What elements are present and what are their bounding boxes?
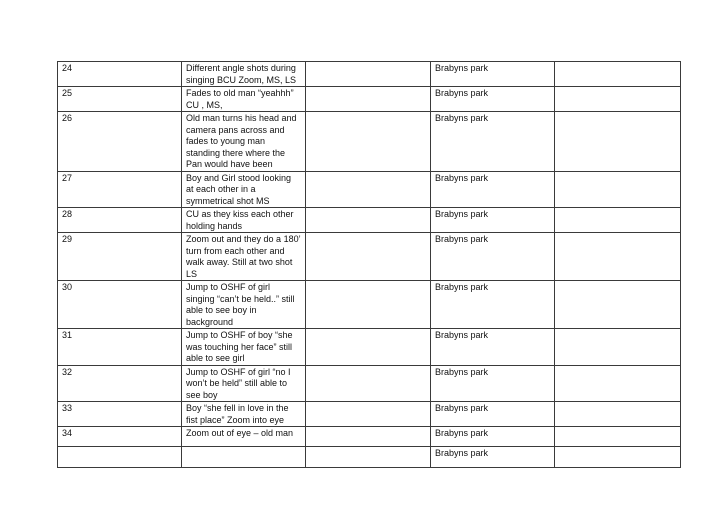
- empty-cell: [555, 87, 681, 112]
- empty-cell: [306, 208, 431, 233]
- table-row: [58, 112, 681, 172]
- empty-cell: [555, 171, 681, 208]
- shot-number-cell: 28: [58, 208, 182, 233]
- table-row: [58, 171, 681, 208]
- shot-description-cell: Different angle shots during singing BCU Zoom, MS, LS: [182, 62, 306, 87]
- empty-cell: [555, 447, 681, 468]
- empty-cell: [306, 281, 431, 329]
- shot-number-cell: 32: [58, 365, 182, 402]
- shot-number-cell: 30: [58, 281, 182, 329]
- shot-description-cell: Jump to OSHF of girl singing “can’t be held..” still able to see boy in background: [182, 281, 306, 329]
- table-row: [58, 233, 681, 281]
- shot-number-cell: 26: [58, 112, 182, 172]
- location-cell: Brabyns park: [431, 171, 555, 208]
- shot-number-cell: 29: [58, 233, 182, 281]
- shot-description-cell: CU as they kiss each other holding hands: [182, 208, 306, 233]
- shot-description-cell: Boy and Girl stood looking at each other in a symmetrical shot MS: [182, 171, 306, 208]
- shot-description-cell: Jump to OSHF of girl “no I won’t be held” still able to see boy: [182, 365, 306, 402]
- location-cell: Brabyns park: [431, 233, 555, 281]
- table-row: [58, 62, 681, 87]
- location-cell: Brabyns park: [431, 112, 555, 172]
- table-row: [58, 208, 681, 233]
- empty-cell: [555, 62, 681, 87]
- shot-number-cell: 24: [58, 62, 182, 87]
- location-cell: Brabyns park: [431, 281, 555, 329]
- shot-number-cell: 31: [58, 329, 182, 366]
- shot-description-cell: Fades to old man “yeahhh” CU , MS,: [182, 87, 306, 112]
- shot-number-cell: [58, 447, 182, 468]
- empty-cell: [306, 62, 431, 87]
- shot-list-table: [57, 61, 681, 468]
- empty-cell: [555, 329, 681, 366]
- table-row: [58, 402, 681, 427]
- shot-number-cell: 25: [58, 87, 182, 112]
- location-cell: Brabyns park: [431, 208, 555, 233]
- location-cell: Brabyns park: [431, 87, 555, 112]
- empty-cell: [306, 233, 431, 281]
- table-row: [58, 87, 681, 112]
- empty-cell: [555, 208, 681, 233]
- table-row: [58, 329, 681, 366]
- location-cell: Brabyns park: [431, 447, 555, 468]
- empty-cell: [555, 233, 681, 281]
- shot-description-cell: Boy “she fell in love in the fist place” Zoom into eye: [182, 402, 306, 427]
- table-row: [58, 281, 681, 329]
- table-row: [58, 427, 681, 447]
- location-cell: Brabyns park: [431, 62, 555, 87]
- empty-cell: [306, 171, 431, 208]
- table-row: [58, 365, 681, 402]
- empty-cell: [555, 402, 681, 427]
- shot-description-cell: [182, 447, 306, 468]
- empty-cell: [306, 365, 431, 402]
- empty-cell: [555, 365, 681, 402]
- empty-cell: [306, 87, 431, 112]
- location-cell: Brabyns park: [431, 365, 555, 402]
- shot-number-cell: 27: [58, 171, 182, 208]
- empty-cell: [306, 329, 431, 366]
- table-row: [58, 447, 681, 468]
- empty-cell: [306, 112, 431, 172]
- empty-cell: [555, 112, 681, 172]
- shot-number-cell: 34: [58, 427, 182, 447]
- location-cell: Brabyns park: [431, 402, 555, 427]
- shot-description-cell: Old man turns his head and camera pans across and fades to young man standing there where the Pan would have been: [182, 112, 306, 172]
- empty-cell: [306, 447, 431, 468]
- location-cell: Brabyns park: [431, 329, 555, 366]
- shot-description-cell: Zoom out of eye – old man: [182, 427, 306, 447]
- shot-number-cell: 33: [58, 402, 182, 427]
- location-cell: Brabyns park: [431, 427, 555, 447]
- shot-description-cell: Zoom out and they do a 180’ turn from each other and walk away. Still at two shot LS: [182, 233, 306, 281]
- empty-cell: [306, 427, 431, 447]
- empty-cell: [555, 281, 681, 329]
- empty-cell: [555, 427, 681, 447]
- empty-cell: [306, 402, 431, 427]
- shot-description-cell: Jump to OSHF of boy “she was touching her face” still able to see girl: [182, 329, 306, 366]
